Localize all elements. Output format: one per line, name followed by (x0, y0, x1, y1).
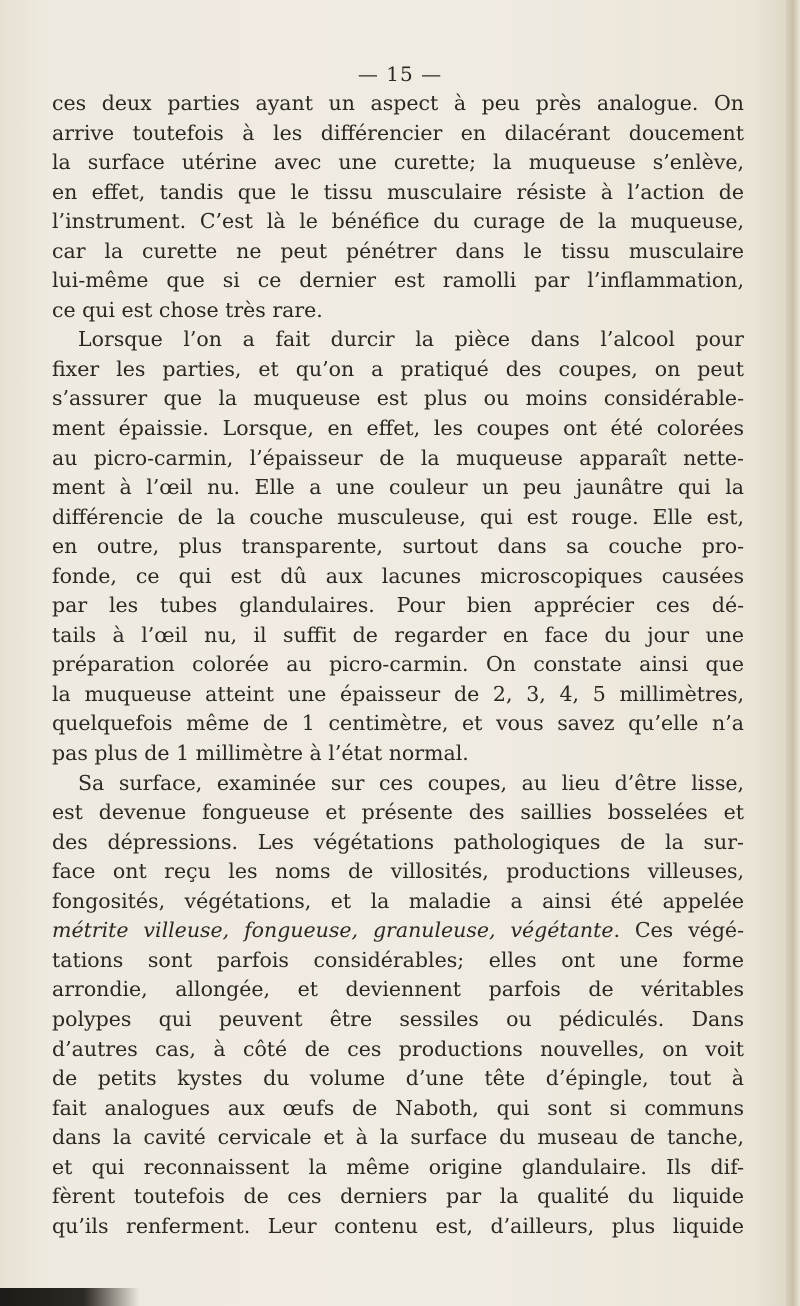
line-text: . Ces végé- (613, 918, 744, 943)
line-text: tations sont parfois considérables; elles ont une forme (52, 947, 744, 972)
text-line (52, 650, 744, 680)
text-line (52, 1005, 744, 1035)
text-line (52, 621, 744, 651)
page-edge-shadow (786, 0, 800, 1306)
line-text: fèrent toutefois de ces derniers par la qualité du liquide (52, 1184, 744, 1209)
text-line (52, 1064, 744, 1094)
line-text: Sa surface, examinée sur ces coupes, au lieu d’être lisse, (78, 770, 744, 795)
line-text: d’autres cas, à côté de ces productions nouvelles, on voit (52, 1036, 744, 1061)
line-text: est devenue fongueuse et présente des saillies bosselées et (52, 800, 744, 825)
line-text: au picro-carmin, l’épaisseur de la muqueuse apparaît nette- (52, 445, 744, 470)
line-text: Lorsque l’on a fait durcir la pièce dans l’alcool pour (78, 327, 744, 352)
page-number: — 15 — (357, 62, 443, 86)
line-text: et qui reconnaissent la même origine glandulaire. Ils dif- (52, 1154, 744, 1179)
line-text: préparation colorée au picro-carmin. On constate ainsi que (52, 652, 744, 677)
text-line (52, 1153, 744, 1183)
text-line (52, 562, 744, 592)
text-line (52, 532, 744, 562)
line-text: en effet, tandis que le tissu musculaire résiste à l’action de (52, 179, 744, 204)
line-text: des dépressions. Les végétations pathologiques de la sur- (52, 829, 744, 854)
text-line (52, 828, 744, 858)
line-text: fongosités, végétations, et la maladie a ainsi été appelée (52, 888, 744, 913)
text-line (52, 89, 744, 119)
text-line (52, 1094, 744, 1124)
line-text: de petits kystes du volume d’une tête d’épingle, tout à (52, 1066, 744, 1091)
text-line (52, 975, 744, 1005)
text-line (52, 1212, 744, 1242)
text-line (52, 680, 744, 710)
text-line (52, 148, 744, 178)
text-line (52, 266, 744, 296)
text-line (52, 1123, 744, 1153)
line-text: par les tubes glandulaires. Pour bien apprécier ces dé- (52, 593, 744, 618)
text-line (52, 503, 744, 533)
text-line (52, 709, 744, 739)
text-line (52, 119, 744, 149)
line-text: arrondie, allongée, et deviennent parfois de véritables (52, 977, 744, 1002)
text-line (52, 325, 744, 355)
line-text: ce qui est chose très rare. (52, 297, 323, 322)
line-text: polypes qui peuvent être sessiles ou pédiculés. Dans (52, 1006, 744, 1031)
text-line (52, 769, 744, 799)
text-line (52, 444, 744, 474)
italic-text: métrite villeuse, fongueuse, granuleuse, végétante (52, 918, 614, 943)
text-line (52, 798, 744, 828)
text-line (52, 384, 744, 414)
line-text: fait analogues aux œufs de Naboth, qui sont si communs (52, 1095, 744, 1120)
text-line (52, 355, 744, 385)
line-text: arrive toutefois à les différencier en dilacérant doucement (52, 120, 744, 145)
text-line (52, 178, 744, 208)
line-text: la muqueuse atteint une épaisseur de 2, 3, 4, 5 millimètres, (52, 681, 744, 706)
line-text: ces deux parties ayant un aspect à peu près analogue. On (52, 91, 744, 115)
line-text: s’assurer que la muqueuse est plus ou moins considérable- (52, 386, 744, 411)
line-text: qu’ils renferment. Leur contenu est, d’ailleurs, plus liquide (52, 1213, 744, 1238)
text-line (52, 591, 744, 621)
line-text: pas plus de 1 millimètre à l’état normal. (52, 741, 469, 766)
text-line (52, 887, 744, 917)
line-text: en outre, plus transparente, surtout dans sa couche pro- (52, 534, 744, 559)
line-text: face ont reçu les noms de villosités, productions villeuses, (52, 859, 744, 884)
text-line (52, 1182, 744, 1212)
line-text: la surface utérine avec une curette; la muqueuse s’enlève, (52, 150, 744, 175)
line-text: ment épaissie. Lorsque, en effet, les coupes ont été colorées (52, 416, 744, 441)
text-line (52, 946, 744, 976)
binding-mark (0, 1288, 140, 1306)
line-text: l’instrument. C’est là le bénéfice du curage de la muqueuse, (52, 209, 744, 234)
text-line (52, 207, 744, 237)
line-text: ment à l’œil nu. Elle a une couleur un peu jaunâtre qui la (52, 475, 744, 500)
text-line (52, 739, 744, 769)
text-line (52, 414, 744, 444)
line-text: lui-même que si ce dernier est ramolli par l’inflammation, (52, 268, 744, 293)
line-text: tails à l’œil nu, il suffit de regarder en face du jour une (52, 622, 744, 647)
text-line (52, 473, 744, 503)
text-line (52, 237, 744, 267)
body-text (52, 89, 744, 1241)
line-text: car la curette ne peut pénétrer dans le tissu musculaire (52, 238, 744, 263)
text-line (52, 1035, 744, 1065)
text-line (52, 857, 744, 887)
text-line (52, 916, 744, 946)
line-text: fixer les parties, et qu’on a pratiqué des coupes, on peut (52, 356, 744, 381)
text-line (52, 296, 744, 326)
line-text: quelquefois même de 1 centimètre, et vous savez qu’elle n’a (52, 711, 744, 736)
line-text: fonde, ce qui est dû aux lacunes microscopiques causées (52, 563, 744, 588)
line-text: différencie de la couche musculeuse, qui est rouge. Elle est, (52, 504, 744, 529)
line-text: dans la cavité cervicale et à la surface du museau de tanche, (52, 1125, 744, 1150)
